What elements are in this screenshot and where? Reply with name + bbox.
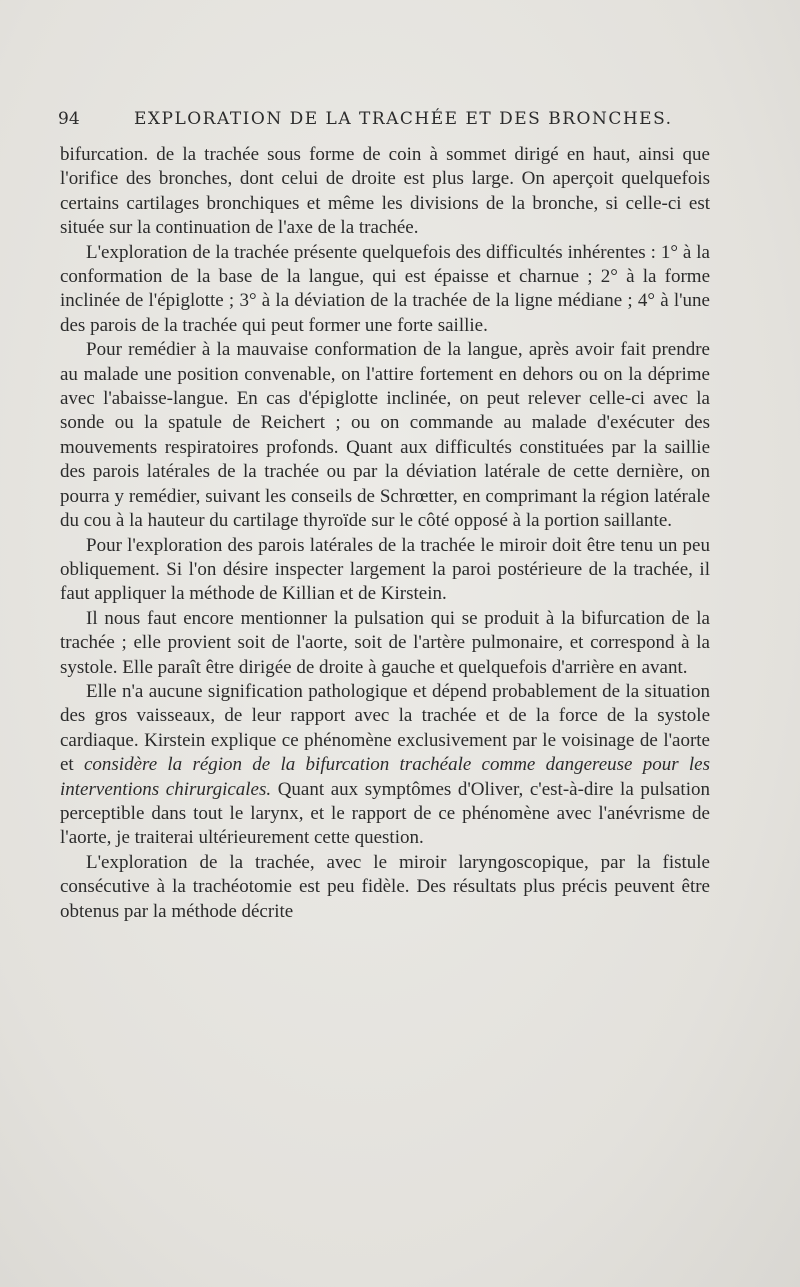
paragraph-lateral-walls: Pour l'exploration des parois latérales de la trachée le miroir doit être tenu un peu obliquement. Si l'on désire inspecter largement la paroi postérieure de la trachée, il faut appliquer la méthode de Killian et de Kirstein. [60,534,710,605]
body-text [60,143,710,924]
page-number: 94 [58,109,80,129]
significance-italic-quote: considère la région de la bifurcation trachéale comme dangereuse pour les interventions chirurgicales. [60,754,711,800]
paragraph-continuation: bifurcation. de la trachée sous forme de coin à sommet dirigé en haut, ainsi que l'orifice des bronches, dont celui de droite est plus large. On aperçoit quelquefois certains cartilages bronchiques et même les divisions de la bronche, si celle-ci est située sur la continuation de l'axe de la trachée. [60,144,710,239]
page-header [58,104,730,134]
significance-text-after: Quant aux symptômes d'Oliver, c'est-à-dire la pulsation perceptible dans tout le larynx, et le rapport de ce phénomène avec l'anévrisme de l'aorte, je traiterai ultérieurement cette question. [60,778,710,849]
paragraph-pulsation: Il nous faut encore mentionner la pulsation qui se produit à la bifurcation de la trachée ; elle provient soit de l'aorte, soit de l'artère pulmonaire, et correspond à la systole. Elle paraît être dirigée de droite à gauche et quelquefois d'arrière en avant. [60,607,710,678]
significance-text-before: Elle n'a aucune signification pathologique et dépend probablement de la situation des gros vaisseaux, de leur rapport avec la trachée et de la force de la systole cardiaque. Kirstein explique ce phénomène exclusivement par le voisinage de l'aorte et [60,680,710,776]
paragraph-significance [60,680,710,851]
paragraph-difficulties: L'exploration de la trachée présente quelquefois des difficultés inhérentes : 1° à la conformation de la base de la langue, qui est épaisse et charnue ; 2° à la forme inclinée de l'épiglotte ; 3° à la déviation de la trachée de la ligne médiane ; 4° à l'une des parois de la trachée qui peut former une forte saillie. [60,241,710,336]
running-title: EXPLORATION DE LA TRACHÉE ET DES BRONCHES. [134,109,673,129]
paragraph-remedies: Pour remédier à la mauvaise conformation de la langue, après avoir fait prendre au malade une position convenable, on l'attire fortement en dehors ou on la déprime avec l'abaisse-langue. En cas d'épiglotte inclinée, on peut relever celle-ci avec la sonde ou la spatule de Reichert ; ou on commande au malade d'exécuter des mouvements respiratoires profonds. Quant aux difficultés constituées par la saillie des parois latérales de la trachée ou par la déviation latérale de cette dernière, on pourra y remédier, suivant les conseils de Schrœtter, en comprimant la région latérale du cou à la hauteur du cartilage thyroïde sur le côté opposé à la portion saillante. [60,339,710,532]
paragraph-tracheotomy: L'exploration de la trachée, avec le miroir laryngoscopique, par la fistule consécutive à la trachéotomie est peu fidèle. Des résultats plus précis peuvent être obtenus par la méthode décrite [60,851,710,922]
